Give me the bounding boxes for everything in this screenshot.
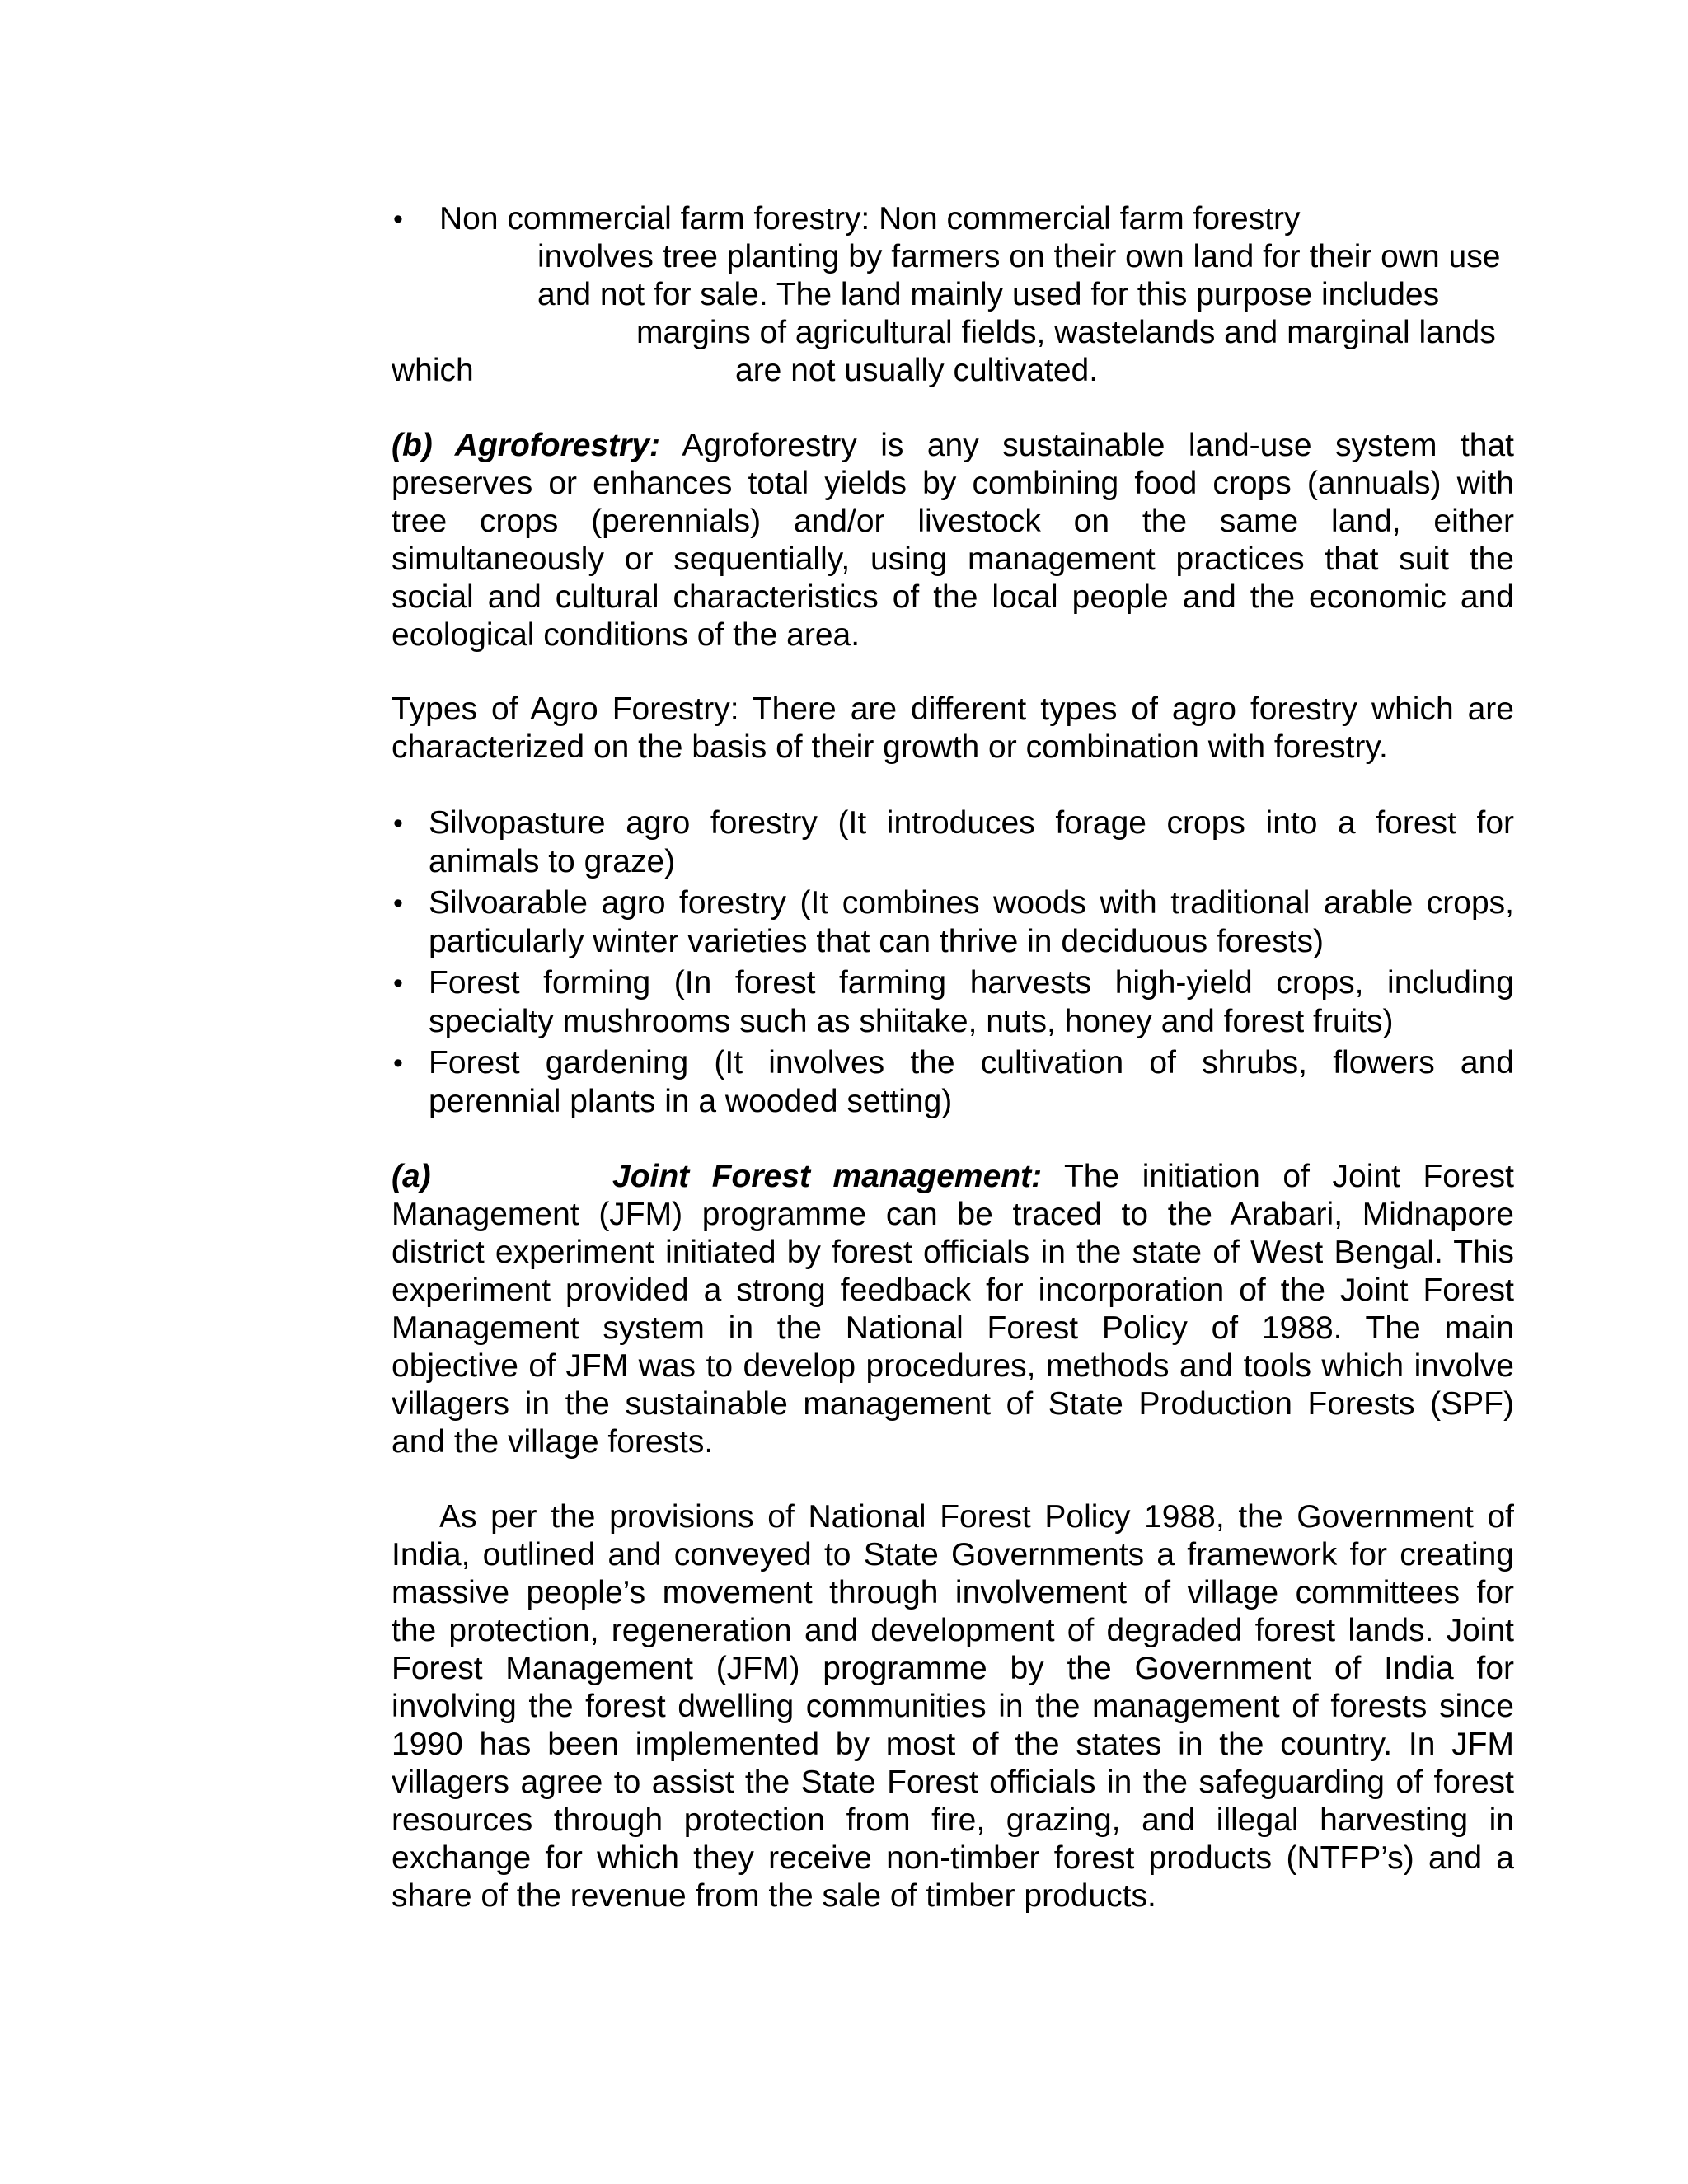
text-line: share of the revenue from the sale of timber products. — [392, 1878, 1156, 1914]
list-item: Forest gardening (It involves the cultivation of shrubs, flowers and — [429, 1045, 1514, 1080]
text-line: massive people’s movement through involvement of village committees for — [392, 1575, 1514, 1610]
text-line: experiment provided a strong feedback for incorporation of the Joint Forest — [392, 1272, 1514, 1308]
bullet: • — [393, 968, 403, 999]
text-line: are not usually cultivated. — [735, 353, 1099, 388]
text-line: 1990 has been implemented by most of the states in the country. In JFM — [392, 1727, 1514, 1762]
text-line: villagers in the sustainable management of State Production Forests (SPF) — [392, 1386, 1514, 1422]
text-line: district experiment initiated by forest officials in the state of West Bengal. This — [392, 1235, 1514, 1270]
text-line: involving the forest dwelling communities in the management of forests since — [392, 1689, 1514, 1724]
list-item: Forest forming (In forest farming harvests high-yield crops, including — [429, 965, 1514, 1001]
agroforestry-heading: (b) Agroforestry: — [392, 428, 661, 463]
list-item-cont: specialty mushrooms such as shiitake, nuts, honey and forest fruits) — [429, 1004, 1394, 1039]
list-item: Silvoarable agro forestry (It combines woods with traditional arable crops, — [429, 885, 1514, 921]
text-line: Management system in the National Forest Policy of 1988. The main — [392, 1310, 1514, 1346]
agroforestry-first-line — [392, 427, 1514, 465]
jfm-first-line — [612, 1158, 1514, 1196]
text-line: characterized on the basis of their growth or combination with forestry. — [392, 729, 1388, 765]
text-line: India, outlined and conveyed to State Governments a framework for creating — [392, 1537, 1514, 1572]
jfm-label: (a) — [392, 1159, 431, 1194]
list-item-cont: particularly winter varieties that can thrive in deciduous forests) — [429, 924, 1324, 959]
text-span: The initiation of Joint Forest — [1063, 1159, 1514, 1194]
bullet: • — [393, 888, 403, 919]
text-line: preserves or enhances total yields by combining food crops (annuals) with — [392, 466, 1514, 501]
text-line: As per the provisions of National Forest Policy 1988, the Government of — [439, 1499, 1514, 1535]
text-line: villagers agree to assist the State Forest officials in the safeguarding of forest — [392, 1765, 1514, 1800]
bullet: • — [393, 204, 403, 235]
text-line: which — [392, 353, 474, 388]
list-item-cont: animals to graze) — [429, 844, 676, 879]
list-item-cont: perennial plants in a wooded setting) — [429, 1084, 953, 1119]
text-line: and not for sale. The land mainly used for this purpose includes — [537, 277, 1440, 312]
text-line: objective of JFM was to develop procedures, methods and tools which involve — [392, 1348, 1514, 1384]
text-line: involves tree planting by farmers on their own land for their own use — [537, 239, 1501, 274]
text-line: resources through protection from fire, grazing, and illegal harvesting in — [392, 1802, 1514, 1838]
text-span: Agroforestry is any sustainable land-use system that — [682, 428, 1514, 463]
text-line: exchange for which they receive non-timber forest products (NTFP’s) and a — [392, 1840, 1514, 1876]
text-line: Non commercial farm forestry: Non commercial farm forestry — [439, 201, 1301, 237]
text-line: Forest Management (JFM) programme by the Government of India for — [392, 1651, 1514, 1686]
text-line: Types of Agro Forestry: There are different types of agro forestry which are — [392, 691, 1514, 727]
text-line: social and cultural characteristics of the local people and the economic and — [392, 579, 1514, 615]
text-line: ecological conditions of the area. — [392, 617, 860, 653]
text-line: Management (JFM) programme can be traced to the Arabari, Midnapore — [392, 1197, 1514, 1232]
text-line: tree crops (perennials) and/or livestock on the same land, either — [392, 504, 1514, 539]
text-line: margins of agricultural fields, wastelands and marginal lands — [636, 315, 1496, 350]
bullet: • — [393, 808, 403, 839]
text-line: the protection, regeneration and development of degraded forest lands. Joint — [392, 1613, 1514, 1648]
list-item: Silvopasture agro forestry (It introduces forage crops into a forest for — [429, 805, 1514, 841]
text-line: simultaneously or sequentially, using management practices that suit the — [392, 541, 1514, 577]
jfm-heading: Joint Forest management: — [612, 1159, 1043, 1194]
text-line: and the village forests. — [392, 1424, 714, 1460]
bullet: • — [393, 1047, 403, 1079]
